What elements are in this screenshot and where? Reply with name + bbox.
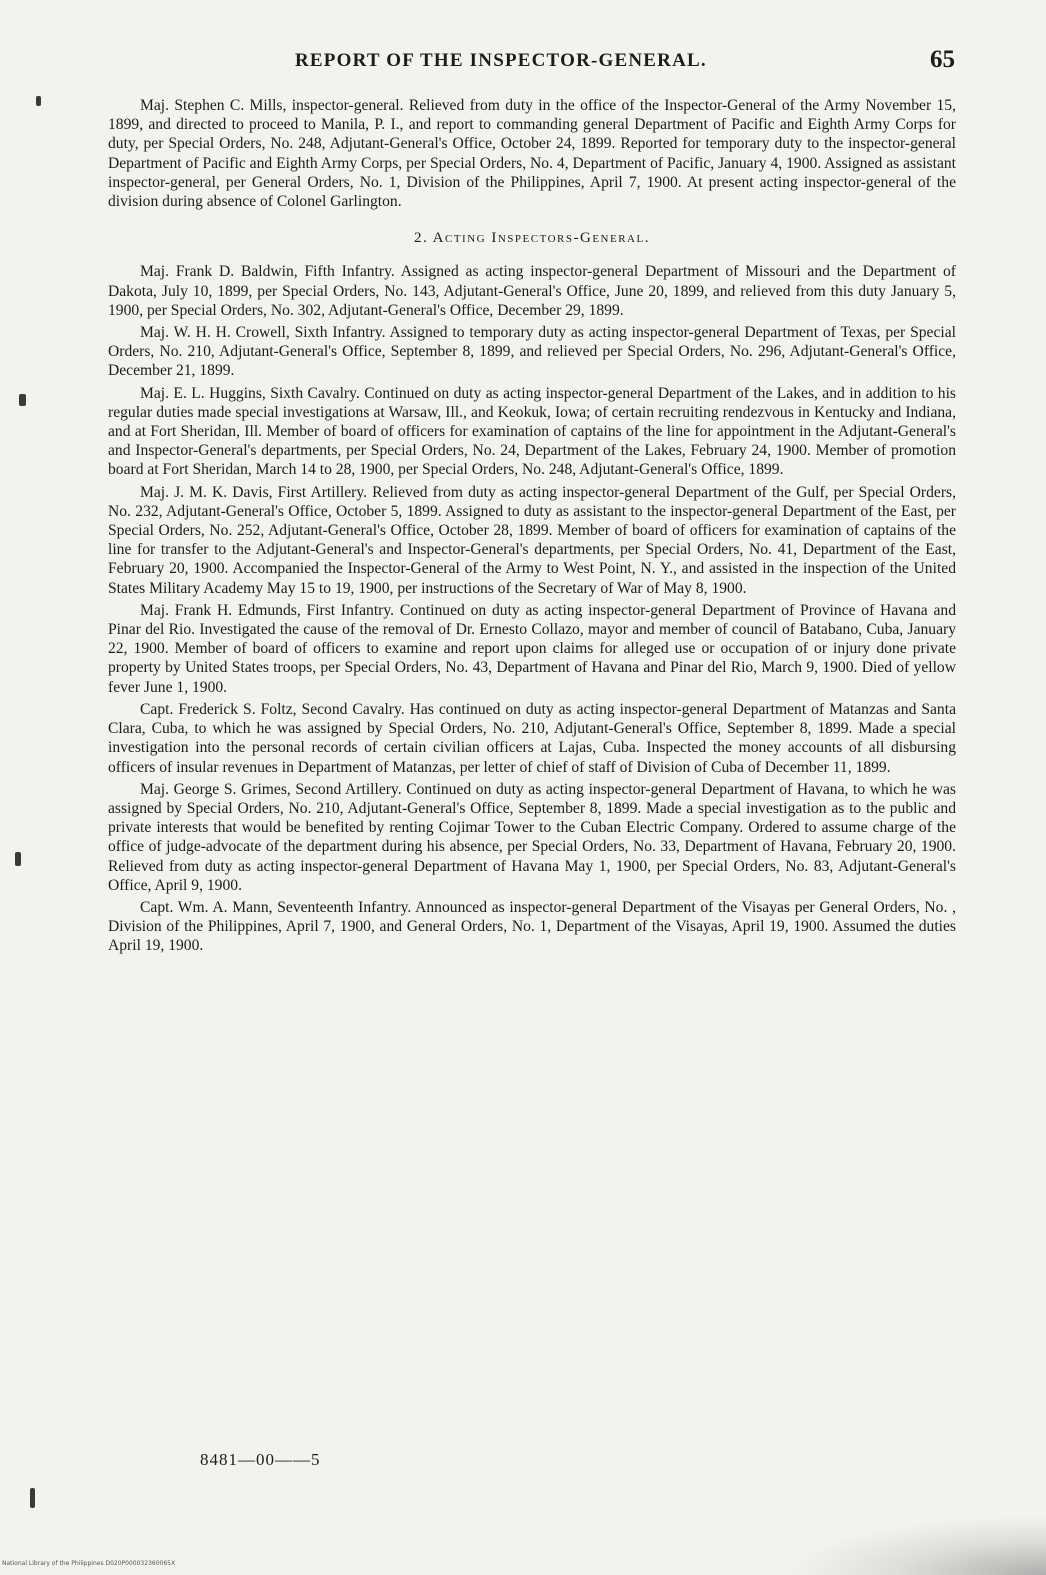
page-header — [110, 46, 955, 80]
paragraph-baldwin: Maj. Frank D. Baldwin, Fifth Infantry. Assigned as acting inspector-general Department of Missouri and the Department of Dakota, July 10, 1899, per Special Orders, No. 143, Adjutant-General's Office, June 20, 1899, and relieved from this duty January 5, 1900, per Special Orders, No. 302, Adjutant-General's Office, December 29, 1899. — [108, 263, 956, 319]
binding-mark-top — [36, 96, 41, 106]
document-body — [108, 96, 956, 959]
signature-mark: 8481—00——5 — [200, 1450, 321, 1469]
binding-mark-lower — [15, 852, 21, 866]
binding-mark-middle — [19, 394, 26, 406]
paragraph-crowell: Maj. W. H. H. Crowell, Sixth Infantry. Assigned to temporary duty as acting inspector-general Department of Texas, per Special Orders, No. 210, Adjutant-General's Office, September 8, 1899, and relieved per Special Orders, No. 296, Adjutant-General's Office, December 21, 1899. — [108, 324, 956, 380]
paragraph-mann: Capt. Wm. A. Mann, Seventeenth Infantry. Announced as inspector-general Department of the Visayas per General Orders, No. , Division of the Philippines, April 7, 1900, and General Orders, No. 1, Department of the Visayas, April 19, 1900. Assumed the duties April 19, 1900. — [108, 898, 956, 955]
scan-credit: National Library of the Philippines D020P000032360065X — [2, 1560, 176, 1567]
paragraph-davis: Maj. J. M. K. Davis, First Artillery. Relieved from duty as acting inspector-general Department of the Gulf, per Special Orders, No. 232, Adjutant-General's Office, October 5, 1899. Assigned to duty as assistant to the inspector-general Department of the East, per Special Orders, No. 252, Adjutant-General's Office, October 28, 1899. Member of board of officers for examination of captains of the line for transfer to the Adjutant-General's and Inspector-General's departments, per Special Orders, No. 41, Department of the East, February 20, 1900. Accompanied the Inspector-General of the Army to West Point, N. Y., and assisted in the inspection of the United States Military Academy May 15 to 19, 1900, per instructions of the Secretary of War of May 8, 1900. — [108, 483, 956, 597]
paragraph-grimes: Maj. George S. Grimes, Second Artillery. Continued on duty as acting inspector-general Department of Havana, to which he was assigned by Special Orders, No. 210, Adjutant-General's Office, September 8, 1899. Made a special investigation as to the public and private interests that would be benefited by renting Cojimar Tower to the Cuban Electric Company. Ordered to assume charge of the office of judge-advocate of the department during his absence, per Special Orders, No. 33, Department of Havana, February 20, 1900. Relieved from duty as acting inspector-general Department of Havana May 1, 1900, per Special Orders, No. 83, Adjutant-General's Office, April 9, 1900. — [108, 780, 956, 894]
paragraph-edmunds: Maj. Frank H. Edmunds, First Infantry. Continued on duty as acting inspector-general Department of Province of Havana and Pinar del Rio. Investigated the cause of the removal of Dr. Ernesto Collazo, mayor and member of council of Batabano, Cuba, January 22, 1900. Member of board of officers to examine and report upon claims for alleged use or occupation of or injury done private property by United States troops, per Special Orders, No. 43, Department of Havana and Pinar del Rio, March 9, 1900. Died of yellow fever June 1, 1900. — [108, 601, 956, 696]
running-head: REPORT OF THE INSPECTOR-GENERAL. — [295, 50, 707, 71]
page-number: 65 — [930, 46, 955, 73]
section-heading: 2. Acting Inspectors-General. — [414, 230, 650, 247]
paragraph-huggins: Maj. E. L. Huggins, Sixth Cavalry. Continued on duty as acting inspector-general Department of the Lakes, and in addition to his regular duties made special investigations at Warsaw, Ill., and Keokuk, Iowa; of certain recruiting rendezvous in Kentucky and Indiana, and at Fort Sheridan, Ill. Member of board of officers for examination of captains of the line for appointment in the Adjutant-General's and Inspector-General's departments, per Special Orders, No. 24, Department of the Lakes, February 24, 1900. Member of promotion board at Fort Sheridan, March 14 to 28, 1900, per Special Orders, No. 248, Adjutant-General's Office, 1899. — [108, 384, 956, 479]
page-edge-shadow — [786, 1515, 1046, 1575]
binding-mark-bottom — [30, 1488, 35, 1508]
paragraph-mills: Maj. Stephen C. Mills, inspector-general. Relieved from duty in the office of the Inspector-General of the Army November 15, 1899, and directed to proceed to Manila, P. I., and report to commanding general Department of Pacific and Eighth Army Corps for duty, per Special Orders, No. 248, Adjutant-General's Office, October 24, 1899. Reported for temporary duty to the inspector-general Department of Pacific and Eighth Army Corps, per Special Orders, No. 4, Department of Pacific, January 4, 1900. Assigned as assistant inspector-general, per General Orders, No. 1, Division of the Philippines, April 7, 1900. At present acting inspector-general of the division during absence of Colonel Garlington. — [108, 97, 956, 211]
paragraph-foltz: Capt. Frederick S. Foltz, Second Cavalry. Has continued on duty as acting inspector-general Department of Matanzas and Santa Clara, Cuba, to which he was assigned by Special Orders, No. 210, Adjutant-General's Office, September 8, 1899. Made a special investigation into the personal records of certain civilian officers at Lajas, Cuba. Inspected the money accounts of all disbursing officers of insular revenues in Department of Matanzas, per letter of chief of staff of Division of Cuba of December 11, 1899. — [108, 700, 956, 776]
